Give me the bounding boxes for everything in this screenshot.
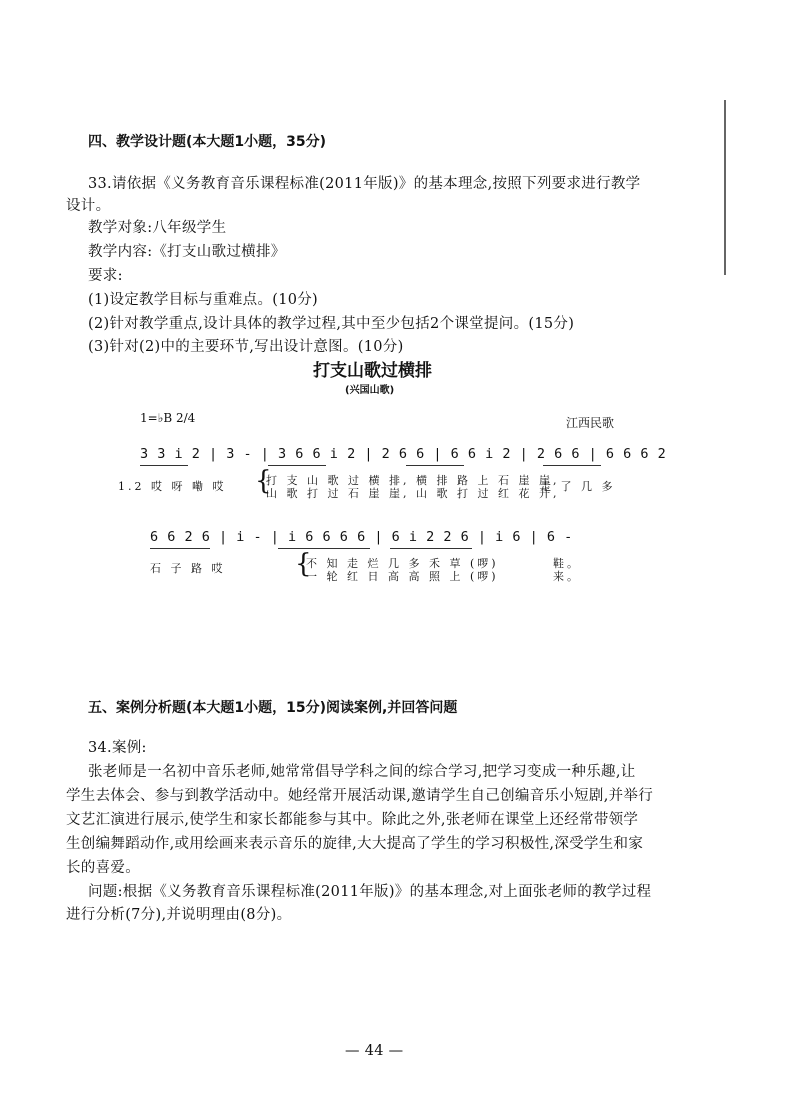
row2-end-lyric2: 来。 (553, 570, 581, 583)
case-line-3: 文艺汇演进行展示,使学生和家长都能参与其中。除此之外,张老师在课堂上还经常带领学 (66, 812, 639, 828)
row2-prefix-lyric: 石 子 路 哎 (150, 562, 226, 575)
margin-line (724, 100, 726, 275)
case-line-2: 学生去体会、参与到教学活动中。她经常开展活动课,邀请学生自己创编音乐小短剧,并举行 (66, 788, 654, 804)
composer: 江西民歌 (566, 416, 615, 430)
requirement-2: (2)针对教学重点,设计具体的教学过程,其中至少包括2个课堂提问。(15分) (88, 316, 575, 332)
section4-heading: 四、教学设计题(本大题1小题，35分) (88, 134, 327, 150)
question-line-2: 进行分析(7分),并说明理由(8分)。 (66, 907, 292, 923)
question-line-1: 问题:根据《义务教育音乐课程标准(2011年版)》的基本理念,对上面张老师的教学过程 (88, 884, 652, 900)
lyric-brace: { (295, 549, 312, 579)
row2-lyric-verse1: 不 知 走 烂 几 多 禾 草 (啰) (306, 557, 499, 570)
q33-line2: 设计。 (66, 198, 111, 214)
key-signature: 1=♭B 2/4 (140, 411, 196, 425)
song-title: 打支山歌过横排 (313, 361, 432, 381)
teaching-target: 教学对象:八年级学生 (88, 220, 227, 236)
q33-line1: 33.请依据《义务教育音乐课程标准(2011年版)》的基本理念,按照下列要求进行教学 (88, 176, 641, 192)
underline (406, 465, 464, 466)
case-line-4: 生创编舞蹈动作,或用绘画来表示音乐的旋律,大大提高了学生的学习积极性,深受学生和家 (66, 836, 644, 852)
row1-prefix-lyric: 1.2 哎 呀 嘞 哎 (118, 480, 227, 493)
row1-tail-lyric: 走 了 几 多 (540, 480, 616, 493)
requirement-3: (3)针对(2)中的主要环节,写出设计意图。(10分) (88, 339, 404, 355)
lyric-brace: { (255, 466, 272, 496)
row2-end-lyric1: 鞋。 (553, 557, 581, 570)
underline (390, 548, 472, 549)
case-line-5: 长的喜爱。 (66, 860, 140, 876)
section5-heading: 五、案例分析题(本大题1小题，15分)阅读案例,并回答问题 (88, 700, 458, 716)
row1-lyric-verse2: 山 歌 打 过 石 崖 崖, 山 歌 打 过 红 花 开, (266, 487, 560, 500)
underline (140, 465, 188, 466)
case-line-1: 张老师是一名初中音乐老师,她常常倡导学科之间的综合学习,把学习变成一种乐趣,让 (88, 764, 636, 780)
underline (150, 548, 210, 549)
requirement-label: 要求: (88, 268, 123, 284)
case-label: 34.案例: (88, 740, 147, 756)
page-number: — 44 — (345, 1043, 404, 1059)
song-subtitle: (兴国山歌) (345, 385, 395, 396)
score-row1-notes: 3 3 i 2 | 3 - | 3 6 6 i 2 | 2 6 6 | 6 6 i 2 | 2 6 6 | 6 6 6 2 (140, 446, 667, 462)
teaching-content: 教学内容:《打支山歌过横排》 (88, 244, 286, 260)
underline (268, 465, 326, 466)
requirement-1: (1)设定教学目标与重难点。(10分) (88, 292, 319, 308)
row2-lyric-verse2: 一 轮 红 日 高 高 照 上 (啰) (306, 570, 499, 583)
underline (543, 465, 601, 466)
row1-lyric-verse1: 打 支 山 歌 过 横 排, 横 排 路 上 石 崖 崖, (266, 474, 560, 487)
score-row2-notes: 6 6 2 6 | i - | i 6 6 6 6 | 6 i 2 2 6 | i 6 | 6 - (150, 529, 573, 545)
underline (278, 548, 370, 549)
